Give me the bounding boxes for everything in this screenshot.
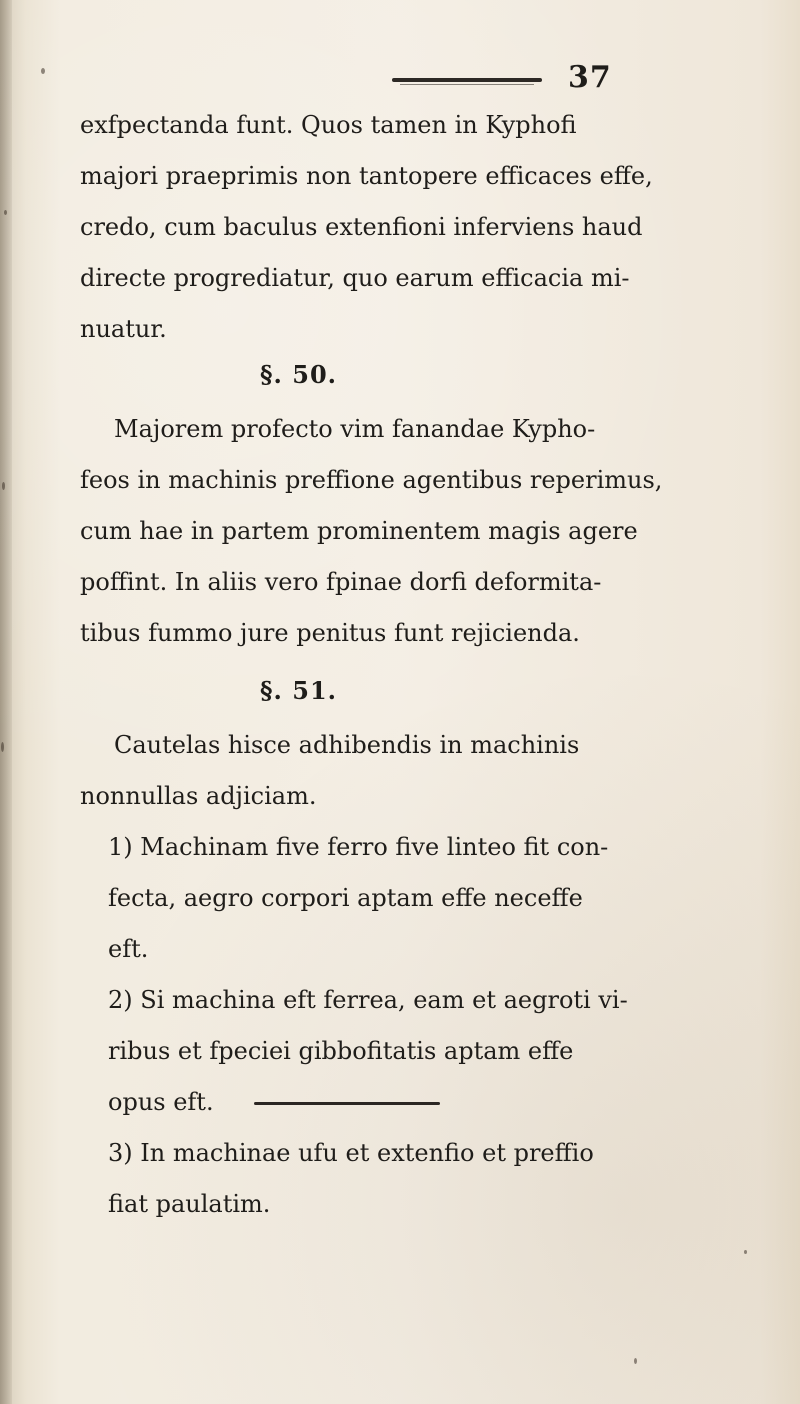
text-line: nonnullas adjiciam. [80,782,317,810]
text-line: fiat paulatim. [108,1190,271,1218]
paper-speck [2,482,5,490]
section-51-paragraph [80,720,660,1230]
text-line: tibus fummo jure penitus funt rejicienda. [80,619,580,647]
list-item-3 [80,1128,660,1230]
section-50-paragraph [80,404,663,659]
text-line: directe progrediatur, quo earum efficacia mi- [80,264,630,292]
paper-speck [4,210,7,215]
text-line: fecta, aegro corpori aptam effe neceffe [108,884,583,912]
text-line [80,1128,660,1179]
text-line: eft. [108,935,149,963]
list-label: 2) [108,986,133,1014]
list-label: 1) [108,833,133,861]
paper-speck [634,1358,637,1364]
text-line: Majorem profecto vim fanandae Kypho- [114,415,596,443]
paper-speck [744,1250,747,1254]
section-50-title: §. 50. [260,360,338,389]
intro-paragraph [80,100,660,355]
list-text: Machinam five ferro five linteo fit con- [140,833,609,861]
text-line [80,822,660,873]
list-item-1 [80,822,660,975]
list-item-2 [80,975,660,1128]
text-line: cum hae in partem prominentem magis agere [80,517,638,545]
paper-speck [1,742,4,752]
list-label: 3) [108,1139,133,1167]
list-text: Si machina eft ferrea, eam et aegroti vi- [140,986,628,1014]
text-line: opus eft. [108,1088,214,1116]
text-line [80,975,660,1026]
text-line: majori praeprimis non tantopere efficaces effe, [80,162,653,190]
page-number: 37 [568,60,612,95]
text-line: nuatur. [80,315,167,343]
list-text: In machinae ufu et extenfio et preffio [140,1139,594,1167]
bottom-rule [254,1102,440,1105]
text-line: exfpectanda funt. Quos tamen in Kyphofi [80,111,577,139]
text-line: Cautelas hisce adhibendis in machinis [114,731,580,759]
text-line: poffint. In aliis vero fpinae dorfi deformita- [80,568,602,596]
section-51-title: §. 51. [260,676,338,705]
text-line: feos in machinis preffione agentibus reperimus, [80,466,663,494]
header-rule [392,78,542,82]
paper-speck [41,68,45,74]
text-line: credo, cum baculus extenfioni inferviens haud [80,213,643,241]
text-line: ribus et fpeciei gibbofitatis aptam effe [108,1037,574,1065]
